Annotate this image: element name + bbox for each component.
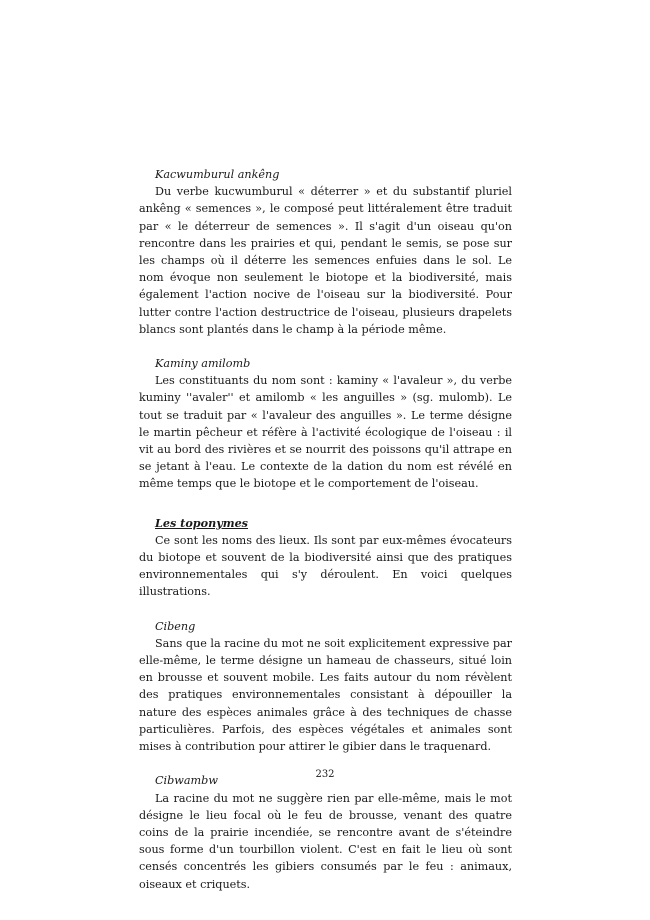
section-title: Les toponymes	[155, 515, 248, 530]
entry-title: Kacwumburul ankêng	[155, 168, 280, 181]
entry-cibeng	[139, 618, 512, 756]
entry-cibwambw	[139, 772, 512, 892]
entry-title: Kaminy amilomb	[155, 357, 251, 371]
entry-kaminy	[139, 355, 512, 493]
section-toponymes	[139, 515, 512, 601]
text-block	[139, 166, 512, 893]
entry-body: La racine du mot ne suggère rien par elle-même, mais le mot désigne le lieu focal où le feu de brousse, venant des quatre coins de la prairie incendiée, se rencontre avant de s'éteindre sous forme d'un tourbillon violent. C'est en fait le lieu où sont censés concentrés les gibiers consumés par le feu : animaux, oiseaux et criquets.	[139, 791, 512, 891]
entry-kacwumburul	[139, 166, 512, 338]
page-number: 232	[315, 769, 335, 780]
entry-title: Cibeng	[155, 619, 196, 633]
entry-body: Sans que la racine du mot ne soit explicitement expressive par elle-même, le terme désigne un hameau de chasseurs, situé loin en brousse et souvent mobile. Les faits autour du nom révèlent des pratiques environnementales consistant à dépouiller la nature des espèces animales grâce à des techniques de chasse particulières. Parfois, des espèces végétales et animales sont mises à contribution pour attirer le gibier dans le traquenard.	[139, 636, 512, 754]
entry-body: Du verbe kucwumburul « déterrer » et du substantif pluriel ankêng « semences », le composé peut littéralement être traduit par « le déterreur de semences ». Il s'agit d'un oiseau qu'on rencontre dans les prairies et qui, pendant le semis, se pose sur les champs où il déterre les semences enfuies dans le sol. Le nom évoque non seulement le biotope et la biodiversité, mais également l'action nocive de l'oiseau sur la biodiversité. Pour lutter contre l'action destructrice de l'oiseau, plusieurs drapelets blancs sont plantés dans le champ à la période même.	[139, 185, 512, 336]
section-intro: Ce sont les noms des lieux. Ils sont par eux-mêmes évocateurs du biotope et souvent de la biodiversité ainsi que des pratiques environnementales qui s'y déroulent. En voici quelques illustrations.	[139, 533, 512, 599]
entry-title: Cibwambw	[155, 774, 218, 788]
entry-body: Les constituants du nom sont : kaminy « l'avaleur », du verbe kuminy ''avaler'' et amilomb « les anguilles » (sg. mulomb). Le tout se traduit par « l'avaleur des anguilles ». Le terme désigne le martin pêcheur et réfère à l'activité écologique de l'oiseau : il vit au bord des rivières et se nourrit des poissons qu'il attrape en se jetant à l'eau. Le contexte de la dation du nom est révélé en même temps que le biotope et le comportement de l'oiseau.	[139, 374, 512, 491]
